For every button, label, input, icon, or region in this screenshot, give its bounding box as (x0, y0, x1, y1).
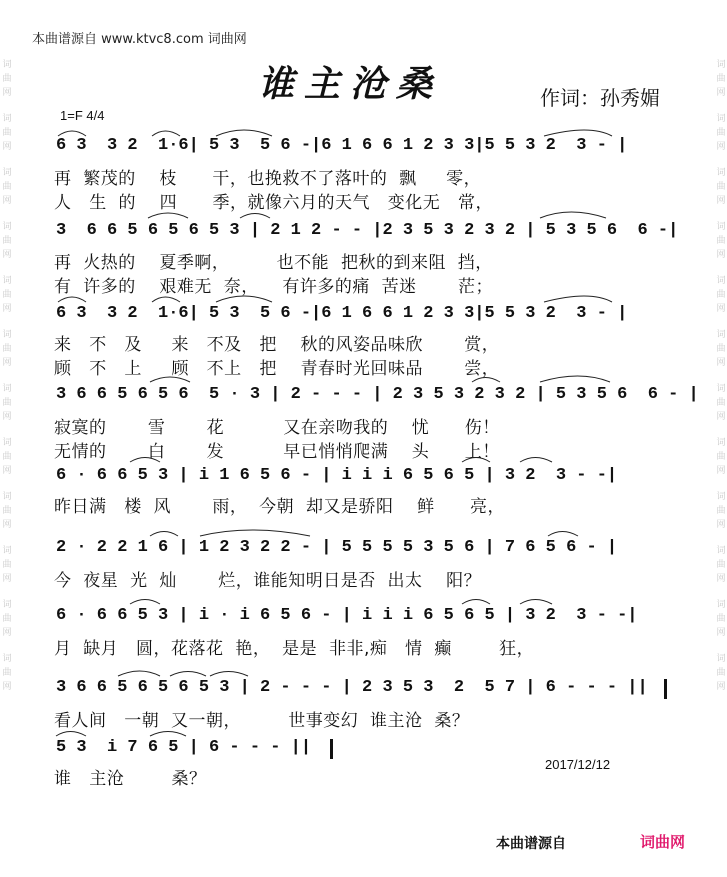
song-title: 谁主沧桑 (258, 63, 443, 105)
lyric-line-4a: 寂寞的 雪 花 又在亲吻我的 忧 伤！ (54, 418, 500, 438)
lyric-line-1b: 人 生 的 四 季，就像六月的天气 变化无 常， (54, 193, 493, 213)
key-signature: 1=F 4/4 (60, 108, 105, 123)
notation-line-7: 6 · 6 6 5 3 | i · i 6 5 6 - | i i i 6 5 6 5 | 3 2 3 - -| (56, 606, 638, 625)
notation-line-5: 6 · 6 6 5 3 | i 1 6 5 6 - | i i i 6 5 6 5 | 3 2 3 - -| (56, 466, 618, 485)
lyric-line-5a: 昨日满 楼 风 雨， 今朝 却又是骄阳 鲜 亮， (54, 497, 505, 517)
lyricist-credit: 作词：孙秀媚 (540, 86, 660, 110)
final-barline-9 (330, 739, 333, 759)
lyric-line-3a: 来 不 及 来 不及 把 秋的风姿品味欣 赏， (54, 335, 500, 355)
left-watermark: 词 曲 网 词 曲 网 词 曲 网 词 曲 网 词 曲 网 词 曲 网 词 曲 网 词 曲 网 词 曲 网 词 曲 网 词 曲 网 词 曲 网 (2, 60, 12, 692)
notation-line-9: 5 3 i 7 6 5 | 6 - - - || (56, 738, 312, 757)
final-barline-8 (664, 679, 667, 699)
score-date: 2017/12/12 (545, 757, 611, 772)
lyric-line-1a: 再 繁茂的 枝 干，也挽救不了落叶的 飘 零， (54, 169, 482, 189)
lyric-line-7a: 月 缺月 圆，花落花 艳， 是是 非非,痴 情 癫 狂， (54, 639, 535, 659)
notation-line-1: 6 3 3 2 1·6| 5 3 5 6 -|6 1 6 6 1 2 3 3|5 5 3 2 3 - | (56, 136, 628, 155)
footer-site-logo[interactable]: 词曲网 (640, 833, 686, 851)
lyric-line-4b: 无情的 白 发 早已悄悄爬满 头 上！ (54, 442, 500, 462)
notation-line-8: 3 6 6 5 6 5 6 5 3 | 2 - - - | 2 3 5 3 2 5 7 | 6 - - - || (56, 678, 648, 697)
right-watermark: 词 曲 网 词 曲 网 词 曲 网 词 曲 网 词 曲 网 词 曲 网 词 曲 网 词 曲 网 词 曲 网 词 曲 网 词 曲 网 词 曲 网 (716, 60, 726, 692)
lyric-line-9a: 谁 主沧 桑？ (54, 769, 207, 789)
lyric-line-3b: 顾 不 上 顾 不上 把 青春时光回味品 尝， (54, 359, 500, 379)
lyric-line-6a: 今 夜星 光 灿 烂，谁能知明日是否 出太 阳？ (54, 571, 482, 591)
footer-source-label: 本曲谱源自 (496, 836, 566, 852)
lyric-line-2a: 再 火热的 夏季啊， 也不能 把秋的到来阻 挡， (54, 253, 493, 273)
notation-line-3: 6 3 3 2 1·6| 5 3 5 6 -|6 1 6 6 1 2 3 3|5 5 3 2 3 - | (56, 304, 628, 323)
source-header: 本曲谱源自 www.ktvc8.com 词曲网 (32, 32, 247, 47)
notation-line-4: 3 6 6 5 6 5 6 5 · 3 | 2 - - - | 2 3 5 3 2 3 2 | 5 3 5 6 6 - | (56, 385, 699, 404)
notation-line-6: 2 · 2 2 1 6 | 1 2 3 2 2 - | 5 5 5 5 3 5 6 | 7 6 5 6 - | (56, 538, 618, 557)
notation-line-2: 3 6 6 5 6 5 6 5 3 | 2 1 2 - - |2 3 5 3 2 3 2 | 5 3 5 6 6 -| (56, 221, 679, 240)
lyric-line-2b: 有 许多的 艰难无 奈， 有许多的痛 苦迷 茫； (54, 277, 493, 297)
lyric-line-8a: 看人间 一朝 又一朝， 世事变幻 谁主沧 桑？ (54, 711, 470, 731)
